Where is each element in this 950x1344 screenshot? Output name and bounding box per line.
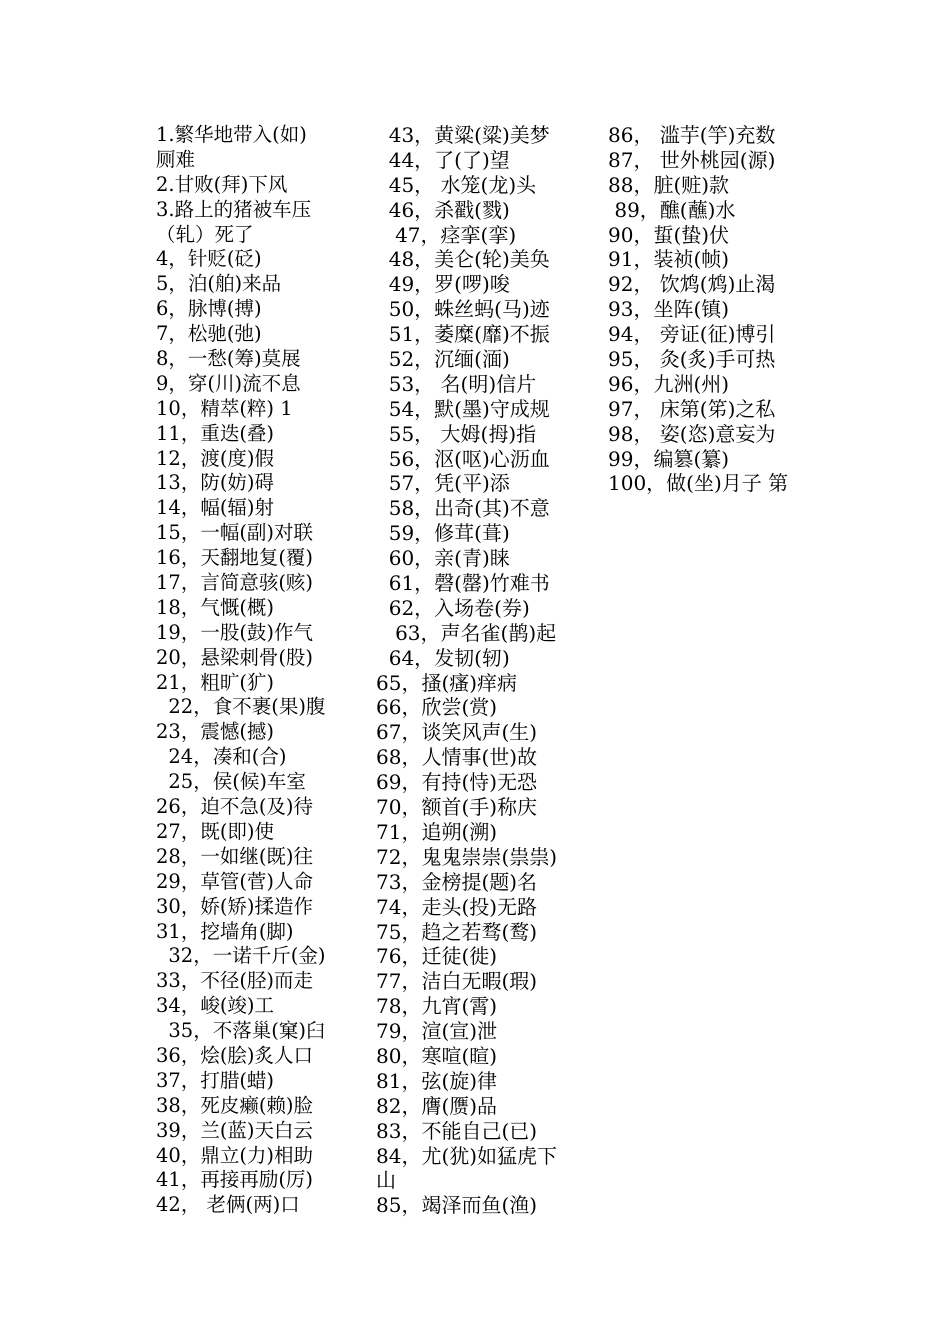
list-item: 43，黄粱(粱)美梦 — [376, 123, 550, 147]
list-item: 70，额首(手)称庆 — [376, 795, 538, 820]
list-item: 18，气慨(概) — [156, 595, 275, 619]
list-item: 40，鼎立(力)相助 — [156, 1143, 314, 1167]
list-item: 3.路上的猪被车压 — [156, 197, 312, 221]
list-item: 28，一如继(既)往 — [156, 844, 314, 868]
list-item: 60，亲(青)睐 — [376, 546, 510, 571]
list-item: 25，侯(候)车室 — [156, 770, 306, 794]
list-item: 55， 大姆(拇)指 — [376, 421, 537, 446]
list-item: 85，竭泽而鱼(渔) — [376, 1193, 538, 1218]
list-item: 89，醮(蘸)水 — [608, 197, 736, 222]
list-item: 33，不径(胫)而走 — [156, 969, 314, 993]
list-item: 14，幅(辐)射 — [156, 496, 275, 520]
list-item: 11，重迭(叠) — [156, 421, 275, 445]
list-item: 96，九洲(州) — [608, 371, 730, 396]
list-item: 45， 水笼(龙)头 — [376, 172, 537, 197]
list-item: 65，搔(瘙)痒病 — [376, 670, 518, 695]
list-item: 30，娇(矫)揉造作 — [156, 894, 314, 918]
list-item: 53， 名(明)信片 — [376, 371, 537, 396]
list-item: 77，洁白无暇(瑕) — [376, 969, 538, 994]
list-item: 80，寒喧(暄) — [376, 1043, 498, 1068]
list-item: 84，尤(犹)如猛虎下 — [376, 1143, 558, 1168]
list-item: 64，发韧(轫) — [376, 645, 510, 670]
word-list-column-2 — [376, 123, 578, 1218]
list-item: 95， 灸(炙)手可热 — [608, 347, 776, 372]
list-item: 75，趋之若骛(鹜) — [376, 919, 538, 944]
list-item: （轧）死了 — [156, 222, 254, 246]
list-item: 17，言简意骇(赅) — [156, 571, 314, 595]
list-item: 36，烩(脍)炙人口 — [156, 1043, 314, 1067]
list-item: 59，修茸(葺) — [376, 521, 510, 546]
list-item: 15，一幅(副)对联 — [156, 521, 314, 545]
list-item: 94， 旁证(征)博引 — [608, 322, 776, 347]
list-item: 54，默(墨)守成规 — [376, 396, 550, 421]
list-item: 34，峻(竣)工 — [156, 994, 275, 1018]
list-item: 81，弦(旋)律 — [376, 1068, 498, 1093]
list-item: 71，追朔(溯) — [376, 819, 498, 844]
list-item: 19，一股(鼓)作气 — [156, 620, 314, 644]
list-item: 47，痉挛(挛) — [376, 222, 517, 247]
list-item: 69，有持(恃)无恐 — [376, 770, 538, 795]
list-item: 5，泊(舶)来品 — [156, 272, 282, 296]
list-item: 38，死皮癞(赖)脸 — [156, 1093, 314, 1117]
list-item: 82，膺(赝)品 — [376, 1093, 498, 1118]
list-item: 92， 饮鸩(鸩)止渴 — [608, 272, 776, 297]
list-item: 27，既(即)使 — [156, 819, 275, 843]
list-item: 86， 滥芋(竽)充数 — [608, 123, 776, 147]
list-item: 49，罗(啰)唆 — [376, 272, 510, 297]
list-item: 24，凑和(合) — [156, 745, 287, 769]
list-item: 21，粗旷(犷) — [156, 670, 275, 694]
list-item: 83，不能自己(已) — [376, 1118, 538, 1143]
list-item: 10，精萃(粹) 1 — [156, 396, 293, 420]
list-item: 1.繁华地带入(如) — [156, 123, 307, 146]
list-item: 16，天翻地复(覆) — [156, 546, 314, 570]
list-item: 50，蛛丝蚂(马)迹 — [376, 297, 550, 322]
list-item: 20，悬梁刺骨(股) — [156, 645, 314, 669]
list-item: 68，人情事(世)故 — [376, 745, 538, 770]
list-item: 98， 姿(恣)意妄为 — [608, 421, 776, 446]
list-item: 22，食不裹(果)腹 — [156, 695, 326, 719]
list-item: 46，杀戳(戮) — [376, 197, 510, 222]
list-item: 48，美仑(轮)美奂 — [376, 247, 550, 272]
list-item: 44，了(了)望 — [376, 147, 510, 172]
list-item: 97， 床第(笫)之私 — [608, 396, 776, 421]
list-item: 91，装祯(帧) — [608, 247, 730, 272]
list-item: 32，一诺千斤(金) — [156, 944, 326, 968]
list-item: 99，编篡(纂) — [608, 446, 730, 471]
list-item: 52，沉缅(湎) — [376, 347, 510, 372]
list-item: 79，渲(宣)泄 — [376, 1019, 498, 1044]
list-item: 90，蜇(蛰)伏 — [608, 222, 730, 247]
list-item: 26，迫不急(及)待 — [156, 795, 314, 819]
list-item: 66，欣尝(赏) — [376, 695, 498, 720]
list-item: 41，再接再励(厉) — [156, 1168, 314, 1192]
list-item: 6，脉博(搏) — [156, 297, 262, 321]
list-item: 2.甘败(拜)下风 — [156, 172, 288, 196]
list-item: 39，兰(蓝)天白云 — [156, 1118, 314, 1142]
list-item: 61，磬(罄)竹难书 — [376, 571, 550, 596]
list-item: 13，防(妨)碍 — [156, 471, 275, 495]
list-item: 57，凭(平)添 — [376, 471, 510, 496]
list-item: 厕难 — [156, 147, 196, 171]
list-item: 87， 世外桃园(源) — [608, 147, 776, 172]
list-item: 62，入场卷(券) — [376, 595, 530, 620]
list-item: 72，鬼鬼崇崇(祟祟) — [376, 844, 558, 869]
list-item: 山 — [376, 1168, 396, 1193]
list-item: 88，脏(赃)款 — [608, 172, 730, 197]
list-item: 37，打腊(蜡) — [156, 1068, 275, 1092]
list-item: 12，渡(度)假 — [156, 446, 275, 470]
list-item: 9，穿(川)流不息 — [156, 371, 301, 395]
list-item: 31，挖墙角(脚) — [156, 919, 294, 943]
list-item: 35，不落巢(窠)臼 — [156, 1019, 326, 1043]
list-item: 100，做(坐)月子 第 — [608, 471, 789, 496]
list-item: 29，草管(菅)人命 — [156, 869, 314, 893]
list-item: 23，震憾(撼) — [156, 720, 275, 744]
list-item: 74，走头(投)无路 — [376, 894, 538, 919]
list-item: 51，萎糜(靡)不振 — [376, 322, 550, 347]
list-item: 58，出奇(其)不意 — [376, 496, 550, 521]
word-list-column-1 — [156, 123, 348, 1218]
list-item: 73，金榜提(题)名 — [376, 869, 538, 894]
list-item: 42， 老俩(两)口 — [156, 1193, 300, 1217]
list-item: 63，声名雀(鹊)起 — [376, 620, 557, 645]
list-item: 78，九宵(霄) — [376, 994, 498, 1019]
list-item: 76，迁徒(徙) — [376, 944, 498, 969]
list-item: 8，一愁(筹)莫展 — [156, 347, 301, 371]
list-item: 7，松驰(弛) — [156, 322, 262, 346]
list-item: 4，针贬(砭) — [156, 247, 262, 271]
list-item: 67，谈笑风声(生) — [376, 720, 538, 745]
list-item: 56，沤(呕)心沥血 — [376, 446, 550, 471]
word-list-column-3 — [608, 123, 813, 496]
list-item: 93，坐阵(镇) — [608, 297, 730, 322]
